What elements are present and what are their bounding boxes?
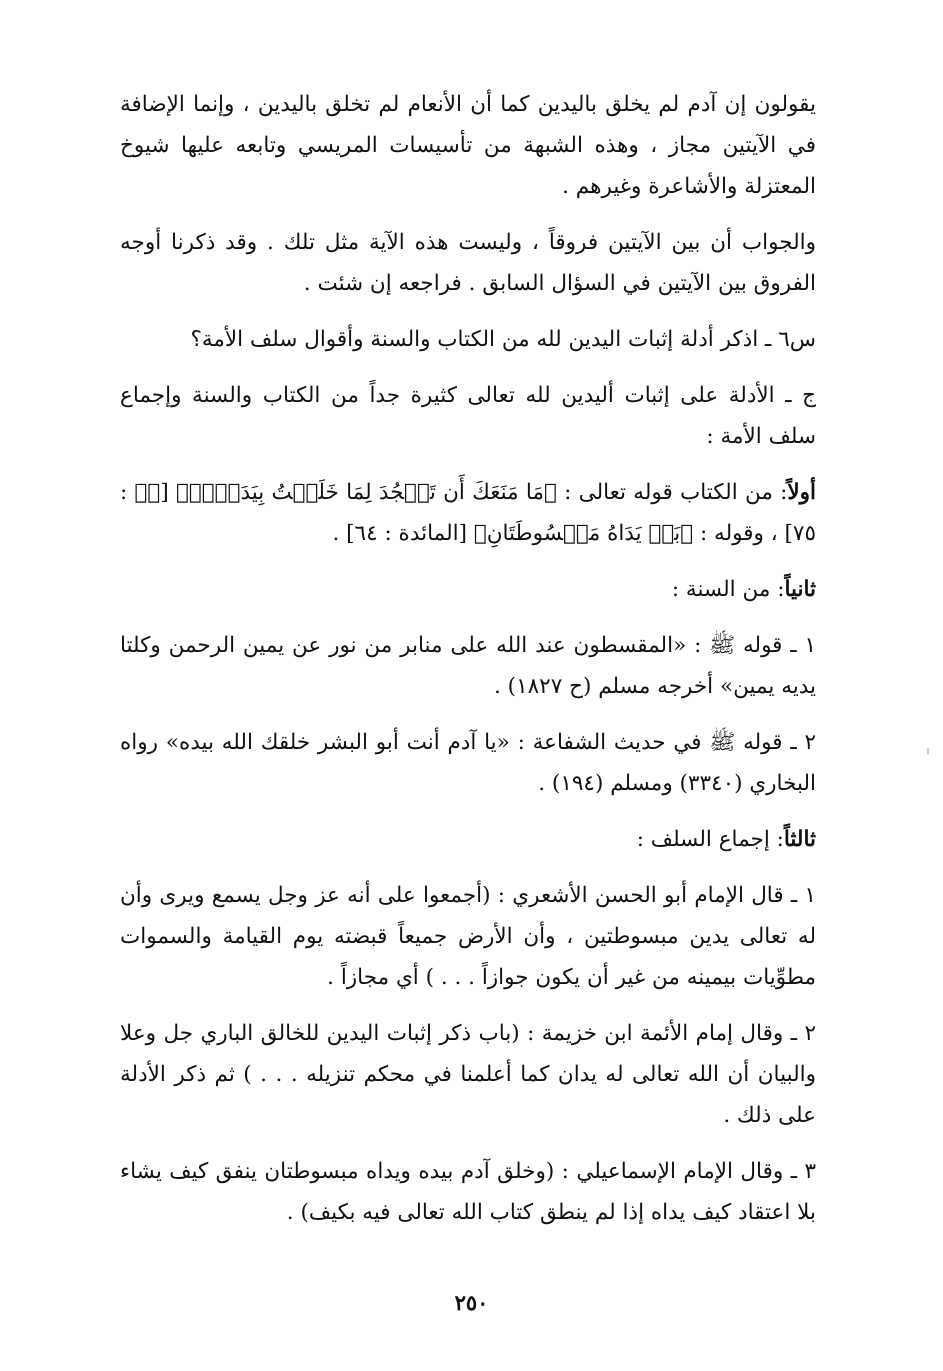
evidence-consensus-heading bbox=[120, 819, 816, 860]
evidence-quran-label: أولاً bbox=[787, 480, 816, 505]
evidence-sunnah-label: ثانياً bbox=[784, 577, 816, 602]
question-6: س٦ ـ اذكر أدلة إثبات اليدين لله من الكتاب والسنة وأقوال سلف الأمة؟ bbox=[190, 327, 816, 352]
consensus-item-1: ١ ـ قال الإمام أبو الحسن الأشعري : (أجمعوا على أنه عز وجل يسمع ويرى وأن له تعالى يدين مبسوطتين ، وأن الأرض جميعاً قبضته يوم القيامة والسموات مطوِّيات بيمينه من غير أن يكون جوازاً . . . ) أي مجازاً . bbox=[120, 883, 816, 990]
answer-6: ج ـ الأدلة على إثبات أليدين لله تعالى كثيرة جداً من الكتاب والسنة وإجماع سلف الأمة : bbox=[120, 383, 816, 449]
paragraph-doubt: يقولون إن آدم لم يخلق باليدين كما أن الأنعام لم تخلق باليدين ، وإنما الإضافة في الآيتين مجاز ، وهذه الشبهة من تأسيسات المريسي وتابعه عليها شيوخ المعتزلة والأشاعرة وغيرهم . bbox=[120, 92, 816, 199]
evidence-consensus-label: ثالثاً bbox=[783, 827, 816, 852]
page-body bbox=[120, 84, 816, 1248]
evidence-consensus-text: : إجماع السلف : bbox=[636, 827, 784, 852]
evidence-quran-text: : من الكتاب قوله تعالى : ﴿مَا مَنَعَكَ أَن تَسۡجُدَ لِمَا خَلَقۡتُ بِيَدَيَّۖ﴾ [صۤ : ٧٥] ، وقوله : ﴿بَلۡ يَدَاهُ مَبۡسُوطَتَانِ﴾ [المائدة : ٦٤] . bbox=[120, 480, 816, 546]
consensus-item-2: ٢ ـ وقال إمام الأئمة ابن خزيمة : (باب ذكر إثبات اليدين للخالق الباري جل وعلا والبيان أن الله تعالى له يدان كما أعلمنا في محكم تنزيله . . . ) ثم ذكر الأدلة على ذلك . bbox=[120, 1021, 816, 1128]
margin-mark bbox=[927, 748, 929, 754]
evidence-quran bbox=[120, 472, 816, 554]
page-number: ٢٥٠ bbox=[454, 1290, 489, 1315]
sunnah-item-1: ١ ـ قوله ﷺ : «المقسطون عند الله على منابر من نور عن يمين الرحمن وكلتا يديه يمين» أخرجه مسلم (ح ١٨٢٧) . bbox=[120, 633, 816, 699]
evidence-sunnah-heading bbox=[120, 569, 816, 610]
evidence-sunnah-text: : من السنة : bbox=[671, 577, 785, 602]
sunnah-item-2: ٢ ـ قوله ﷺ في حديث الشفاعة : «يا آدم أنت أبو البشر خلقك الله بيده» رواه البخاري (٣٣٤٠) ومسلم (١٩٤) . bbox=[120, 730, 816, 796]
paragraph-answer: والجواب أن بين الآيتين فروقاً ، وليست هذه الآية مثل تلك . وقد ذكرنا أوجه الفروق بين الآيتين في السؤال السابق . فراجعه إن شئت . bbox=[120, 230, 816, 296]
consensus-item-3: ٣ ـ وقال الإمام الإسماعيلي : (وخلق آدم بيده ويداه مبسوطتان ينفق كيف يشاء بلا اعتقاد كيف يداه إذا لم ينطق كتاب الله تعالى فيه بكيف) . bbox=[120, 1159, 816, 1225]
